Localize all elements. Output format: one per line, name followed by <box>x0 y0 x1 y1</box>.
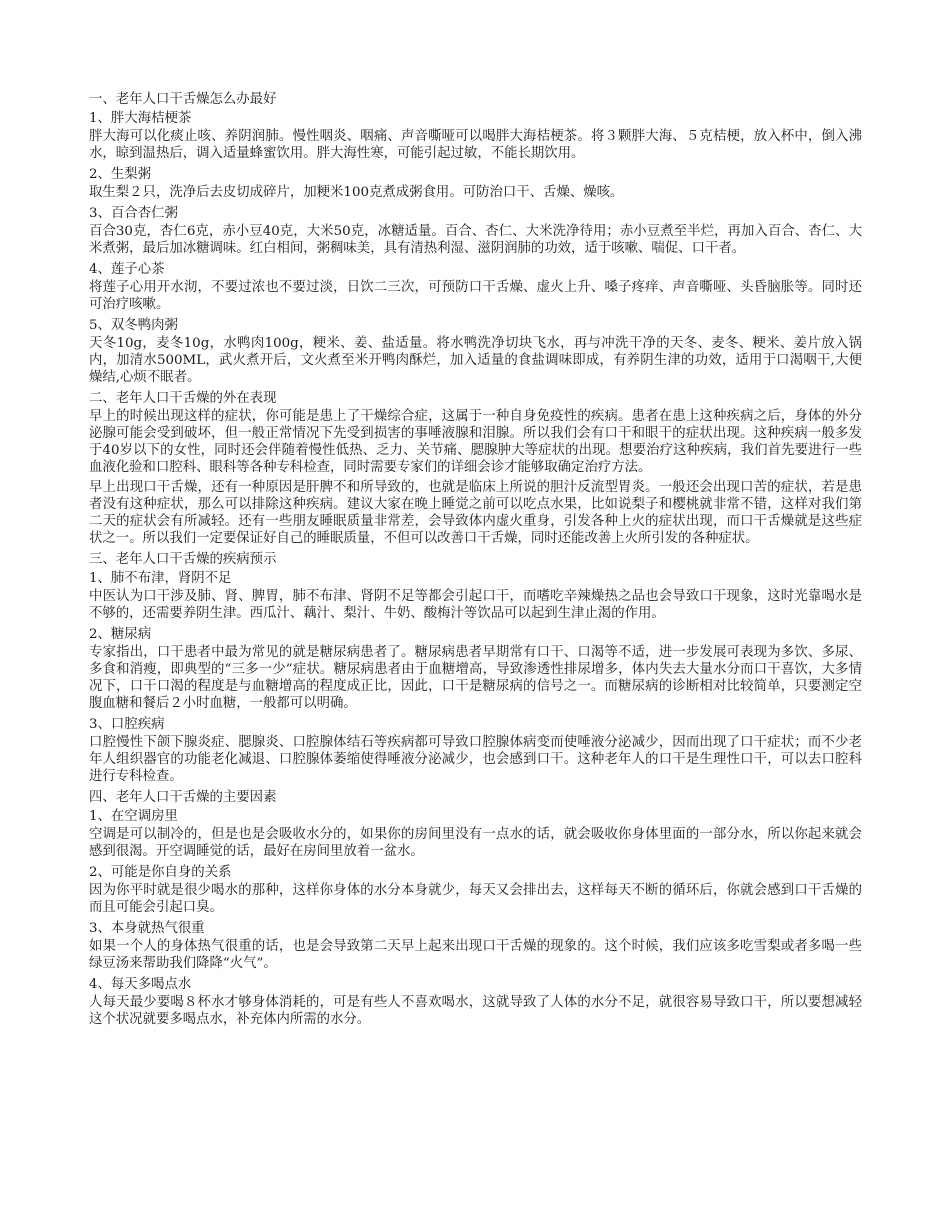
paragraph: 取生梨２只，洗净后去皮切成碎片，加粳米100克煮成粥食用。可防治口干、舌燥、燥咳。 <box>89 185 624 200</box>
paragraph: 早上的时候出现这样的症状，你可能是患上了干燥综合症，这属于一种自身免疫性的疾病。患者在患上这种疾病之后，身体的外分泌腺可能会受到破坏，但一般正常情况下先受到损害的事唾液腺和泪腺。所以我们会有口干和眼干的症状出现。这种疾病一般多发于40岁以下的女性，同时还会伴随着慢性低热、乏力、关节痛、腮腺肿大等症状的出现。想要治疗这种疾病，我们首先要进行一些血液化验和口腔科、眼科等各种专科检查，同时需要专家们的详细会诊才能够取确定治疗方法。 <box>89 409 862 475</box>
section-heading: 1、胖大海桔梗茶 <box>89 111 192 126</box>
paragraph: 因为你平时就是很少喝水的那种，这样你身体的水分本身就少，每天又会排出去，这样每天不断的循环后，你就会感到口干舌燥的而且可能会引起口臭。 <box>89 883 862 915</box>
paragraph: 百合30克，杏仁6克，赤小豆40克，大米50克，冰糖适量。百合、杏仁、大米洗净待用；赤小豆煮至半烂，再加入百合、杏仁、大米煮粥，最后加冰糖调味。红白相间，粥稠味美，具有清热利湿、滋阴润肺的功效，适于咳嗽、喘促、口干者。 <box>89 224 862 256</box>
section-heading: 2、可能是你自身的关系 <box>89 865 232 880</box>
paragraph: 早上出现口干舌燥，还有一种原因是肝脾不和所导致的，也就是临床上所说的胆汁反流型胃炎。一般还会出现口苦的症状，若是患者没有这种症状，那么可以排除这种疾病。建议大家在晚上睡觉之前可以吃点水果，比如说梨子和樱桃就非常不错，这样对我们第二天的症状会有所减轻。还有一些朋友睡眠质量非常差，会导致体内虚火重身，引发各种上火的症状出现，而口干舌燥就是这些症状之一。所以我们一定要保证好自己的睡眠质量，不但可以改善口干舌燥，同时还能改善上火所引发的各种症状。 <box>89 480 862 546</box>
section-heading: 2、糖尿病 <box>89 627 152 642</box>
section-heading: 4、莲子心茶 <box>89 262 165 277</box>
section-heading: 5、双冬鸭肉粥 <box>89 318 178 333</box>
paragraph: 如果一个人的身体热气很重的话，也是会导致第二天早上起来出现口干舌燥的现象的。这个时候，我们应该多吃雪梨或者多喝一些绿豆汤来帮助我们降降“火气”。 <box>89 939 862 971</box>
paragraph: 将莲子心用开水沏，不要过浓也不要过淡，日饮二三次，可预防口干舌燥、虚火上升、嗓子疼痒、声音嘶哑、头昏脑胀等。同时还可治疗咳嗽。 <box>89 280 862 312</box>
section-heading: 3、口腔疾病 <box>89 717 165 732</box>
section-heading: 1、肺不布津，肾阴不足 <box>89 571 232 586</box>
paragraph: 专家指出，口干患者中最为常见的就是糖尿病患者了。糖尿病患者早期常有口干、口渴等不适，进一步发展可表现为多饮、多尿、多食和消瘦，即典型的“三多一少”症状。糖尿病患者由于血糖增高，导致渗透性排尿增多，体内失去大量水分而口干喜饮，大多情况下，口干口渴的程度是与血糖增高的程度成正比，因此，口干是糖尿病的信号之一。而糖尿病的诊断相对比较简单，只要测定空腹血糖和餐后２小时血糖，一般都可以明确。 <box>89 645 862 711</box>
paragraph: 口腔慢性下颌下腺炎症、腮腺炎、口腔腺体结石等疾病都可导致口腔腺体病变而使唾液分泌减少，因而出现了口干症状；而不少老年人组织器官的功能老化减退、口腔腺体萎缩使得唾液分泌减少，也会感到口干。这种老年人的口干是生理性口干，可以去口腔科进行专科检查。 <box>89 735 862 784</box>
paragraph: 胖大海可以化痰止咳、养阴润肺。慢性咽炎、咽痛、声音嘶哑可以喝胖大海桔梗茶。将３颗胖大海、５克桔梗，放入杯中，倒入沸水，晾到温热后，调入适量蜂蜜饮用。胖大海性寒，可能引起过敏，不能长期饮用。 <box>89 129 862 161</box>
paragraph: 天冬10g，麦冬10g，水鸭肉100g，粳米、姜、盐适量。将水鸭洗净切块飞水，再与冲洗干净的天冬、麦冬、粳米、姜片放入锅内，加清水500ML，武火煮开后，文火煮至米开鸭肉酥烂，加入适量的食盐调味即成，有养阴生津的功效，适用于口渴咽干,大便燥结,心烦不眠者。 <box>89 336 862 385</box>
section-heading: 1、在空调房里 <box>89 809 178 824</box>
section-heading: 3、本身就热气很重 <box>89 921 205 936</box>
paragraph: 人每天最少要喝８杯水才够身体消耗的，可是有些人不喜欢喝水，这就导致了人体的水分不足，就很容易导致口干，所以要想减轻这个状况就要多喝点水，补充体内所需的水分。 <box>89 995 862 1027</box>
section-heading: 3、百合杏仁粥 <box>89 206 178 221</box>
section-heading: 2、生梨粥 <box>89 167 152 182</box>
section-heading: 4、每天多喝点水 <box>89 977 192 992</box>
section-heading: 四、老年人口干舌燥的主要因素 <box>89 790 277 805</box>
section-heading: 一、老年人口干舌燥怎么办最好 <box>89 92 277 107</box>
section-heading: 二、老年人口干舌燥的外在表现 <box>89 391 277 406</box>
paragraph: 中医认为口干涉及肺、肾、脾胃，肺不布津、肾阴不足等都会引起口干，而嗜吃辛辣燥热之品也会导致口干现象，这时光靠喝水是不够的，还需要养阴生津。西瓜汁、藕汁、梨汁、牛奶、酸梅汁等饮品可以起到生津止渴的作用。 <box>89 589 862 621</box>
section-heading: 三、老年人口干舌燥的疾病预示 <box>89 552 277 567</box>
paragraph: 空调是可以制冷的，但是也是会吸收水分的，如果你的房间里没有一点水的话，就会吸收你身体里面的一部分水，所以你起来就会感到很渴。开空调睡觉的话，最好在房间里放着一盆水。 <box>89 827 862 859</box>
document-body <box>89 90 862 1028</box>
